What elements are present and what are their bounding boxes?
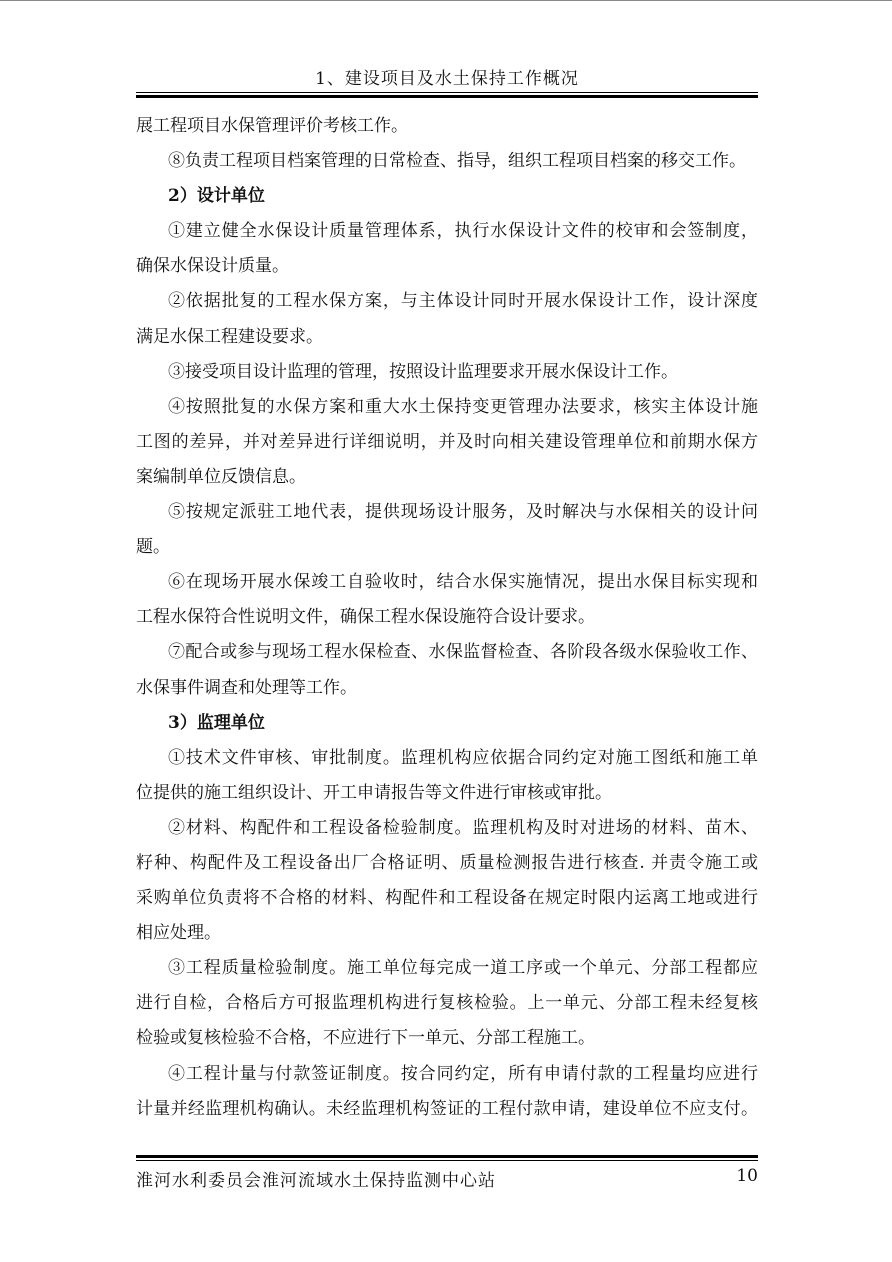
paragraph-line: ④按照批复的水保方案和重大水土保持变更管理办法要求，核实主体设计施	[168, 396, 758, 417]
paragraph-line: 满足水保工程建设要求。	[136, 326, 323, 347]
paragraph-line: ⑦配合或参与现场工程水保检查、水保监督检查、各阶段各级水保验收工作、	[168, 642, 758, 663]
header-rule-thick	[136, 95, 758, 98]
page-top-border	[0, 0, 892, 1]
paragraph-line: ⑤按规定派驻工地代表，提供现场设计服务，及时解决与水保相关的设计问	[168, 502, 758, 523]
paragraph-line: 计量并经监理机构确认。未经监理机构签证的工程付款申请，建设单位不应支付。	[136, 1098, 758, 1119]
section-heading: 3）监理单位	[168, 712, 265, 733]
footer-rule-thin	[136, 1160, 758, 1161]
paragraph-line: 检验或复核检验不合格，不应进行下一单元、分部工程施工。	[136, 1028, 595, 1049]
paragraph-line: ③工程质量检验制度。施工单位每完成一道工序或一个单元、分部工程都应	[168, 958, 758, 979]
paragraph-line: 工图的差异，并对差异进行详细说明，并及时向相关建设管理单位和前期水保方	[136, 431, 758, 452]
paragraph-line: 题。	[136, 537, 170, 558]
paragraph-line: ①建立健全水保设计质量管理体系，执行水保设计文件的校审和会签制度，	[168, 221, 758, 242]
paragraph-line: 案编制单位反馈信息。	[136, 466, 306, 487]
paragraph-line: 确保水保设计质量。	[136, 256, 289, 277]
document-body	[136, 109, 758, 1127]
paragraph-line: 籽种、构配件及工程设备出厂合格证明、质量检测报告进行核查. 并责令施工或	[136, 852, 758, 873]
paragraph-line: 展工程项目水保管理评价考核工作。	[136, 116, 408, 136]
paragraph-line: ⑧负责工程项目档案管理的日常检查、指导，组织工程项目档案的移交工作。	[168, 151, 746, 172]
paragraph-line: ④工程计量与付款签证制度。按合同约定，所有申请付款的工程量均应进行	[168, 1063, 758, 1084]
page-number: 10	[736, 1166, 758, 1186]
paragraph-line: ③接受项目设计监理的管理，按照设计监理要求开展水保设计工作。	[168, 361, 678, 382]
paragraph-line: ①技术文件审核、审批制度。监理机构应依据合同约定对施工图纸和施工单	[168, 747, 758, 768]
paragraph-line: 采购单位负责将不合格的材料、构配件和工程设备在规定时限内运离工地或进行	[136, 888, 758, 909]
footer-rule-thick	[136, 1155, 758, 1158]
section-heading: 2）设计单位	[168, 186, 265, 207]
header-rule-thin	[136, 92, 758, 93]
paragraph-line: 工程水保符合性说明文件，确保工程水保设施符合设计要求。	[136, 607, 595, 628]
paragraph-line: 相应处理。	[136, 923, 221, 944]
footer-organization: 淮河水利委员会淮河流域水土保持监测中心站	[136, 1171, 496, 1191]
paragraph-line: 位提供的施工组织设计、开工申请报告等文件进行审核或审批。	[136, 782, 612, 803]
paragraph-line: ②材料、构配件和工程设备检验制度。监理机构及时对进场的材料、苗木、	[168, 817, 758, 838]
paragraph-line: 水保事件调查和处理等工作。	[136, 677, 357, 698]
running-header: 1、建设项目及水土保持工作概况	[315, 69, 579, 89]
paragraph-line: 进行自检，合格后方可报监理机构进行复核检验。上一单元、分部工程未经复核	[136, 993, 758, 1014]
paragraph-line: ⑥在现场开展水保竣工自验收时，结合水保实施情况，提出水保目标实现和	[168, 572, 758, 593]
paragraph-line: ②依据批复的工程水保方案，与主体设计同时开展水保设计工作，设计深度	[168, 291, 758, 312]
